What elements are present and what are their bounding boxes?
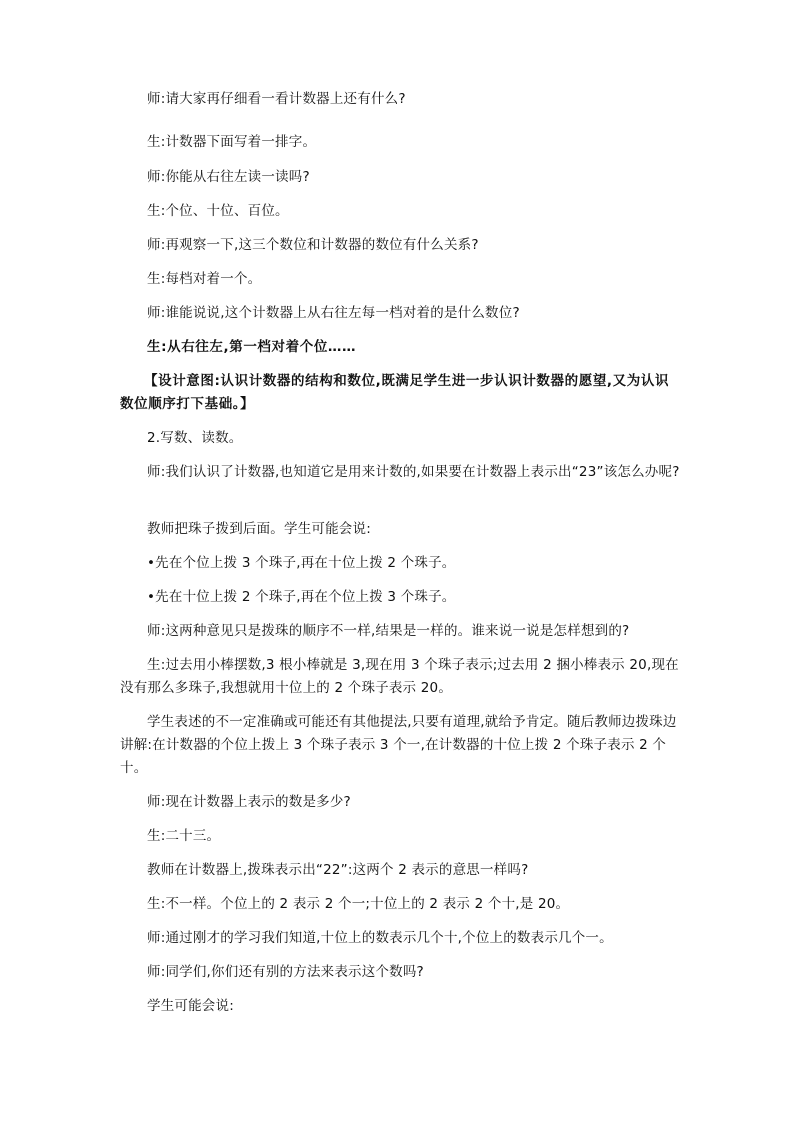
- paragraph: 生:每档对着一个。: [147, 271, 262, 287]
- paragraph: 生:二十三。: [147, 828, 221, 844]
- paragraph: 生:过去用小棒摆数,3 根小棒就是 3,现在用 3 个珠子表示;过去用 2 捆小棒表示 20,现在没有那么多珠子,我想就用十位上的 2 个珠子表示 20。: [120, 657, 679, 696]
- paragraph: 学生可能会说:: [147, 998, 234, 1014]
- paragraph: 师:我们认识了计数器,也知道它是用来计数的,如果要在计数器上表示出“23”该怎么办呢?: [147, 464, 680, 480]
- paragraph: 教师把珠子拨到后面。学生可能会说:: [147, 521, 371, 537]
- paragraph: 师:同学们,你们还有别的方法来表示这个数吗?: [147, 964, 424, 980]
- paragraph: 师:这两种意见只是拨珠的顺序不一样,结果是一样的。谁来说一说是怎样想到的?: [147, 623, 630, 639]
- paragraph: 生:计数器下面写着一排字。: [147, 134, 317, 150]
- paragraph: 师:现在计数器上表示的数是多少?: [147, 794, 351, 810]
- bullet-item: •先在十位上拨 2 个珠子,再在个位上拨 3 个珠子。: [147, 589, 456, 605]
- paragraph: 生:个位、十位、百位。: [147, 203, 289, 219]
- paragraph: 师:再观察一下,这三个数位和计数器的数位有什么关系?: [147, 237, 479, 253]
- paragraph: 师:你能从右往左读一读吗?: [147, 169, 310, 185]
- design-intent-note: 【设计意图:认识计数器的结构和数位,既满足学生进一步认识计数器的愿望,又为认识数位顺序打下基础。】: [120, 373, 670, 412]
- paragraph: 学生表述的不一定准确或可能还有其他提法,只要有道理,就给予肯定。随后教师边拨珠边讲解:在计数器的个位上拨上 3 个珠子表示 3 个一,在计数器的十位上拨 2 个珠子表示 2 个十。: [120, 714, 677, 776]
- paragraph: 教师在计数器上,拨珠表示出“22”:这两个 2 表示的意思一样吗?: [147, 862, 529, 878]
- section-heading: 2.写数、读数。: [147, 430, 243, 446]
- paragraph: 生:不一样。个位上的 2 表示 2 个一;十位上的 2 表示 2 个十,是 20。: [147, 896, 570, 912]
- bullet-item: •先在个位上拨 3 个珠子,再在十位上拨 2 个珠子。: [147, 555, 456, 571]
- paragraph: 生:从右往左,第一档对着个位……: [147, 339, 357, 355]
- paragraph: 师:通过刚才的学习我们知道,十位上的数表示几个十,个位上的数表示几个一。: [147, 930, 613, 946]
- paragraph: 师:谁能说说,这个计数器上从右往左每一档对着的是什么数位?: [147, 305, 520, 321]
- paragraph: 师:请大家再仔细看一看计数器上还有什么?: [147, 91, 406, 107]
